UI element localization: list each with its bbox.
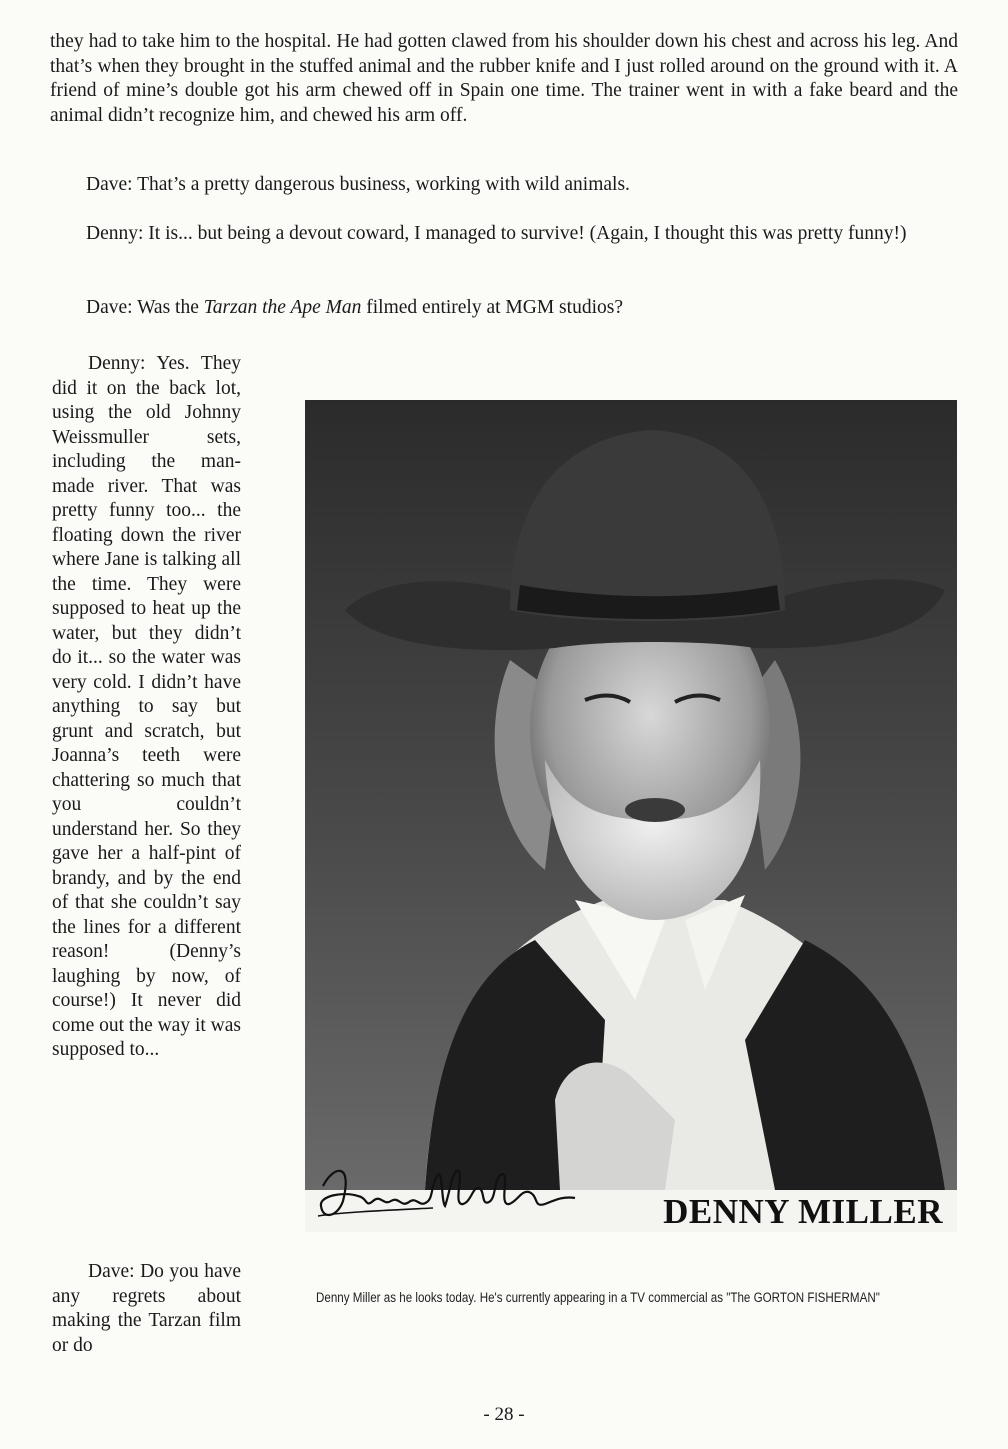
paragraph-denny-coward: Denny: It is... but being a devout coward, I managed to survive! (Again, I thought this was pretty funny!): [86, 223, 907, 244]
paragraph-hospital: they had to take him to the hospital. He had gotten clawed from his shoulder down his chest and across his leg. And that’s when they brought in the stuffed animal and the rubber knife and I just rolled around on the ground with it. A friend of mine’s double got his arm chewed off in Spain one time. The trainer went in with a fake beard and the animal didn’t recognize him, and chewed his arm off.: [50, 31, 958, 126]
column-dave-regrets: Dave: Do you have any regrets about making the Tarzan film or do: [52, 1261, 241, 1356]
paragraph-dave-mgm: [50, 296, 958, 321]
page-number: - 28 -: [483, 1404, 525, 1425]
photo-name-label: DENNY MILLER: [653, 1190, 947, 1232]
denny-miller-photo: [305, 400, 957, 1232]
question-text-start: Dave: Was the: [86, 297, 204, 318]
film-title: Tarzan the Ape Man: [203, 297, 362, 318]
autograph-signature: [313, 1146, 583, 1226]
portrait-image: [305, 400, 957, 1232]
paragraph-dave-dangerous: Dave: That’s a pretty dangerous business, working with wild animals.: [86, 174, 630, 195]
column-denny-answer: Denny: Yes. They did it on the back lot, using the old Johnny Weissmuller sets, including the man-made river. That was pretty funny too... the floating down the river where Jane is talking all the time. They were supposed to heat up the water, but they didn’t do it... so the water was very cold. I didn’t have anything to say but grunt and scratch, but Joanna’s teeth were chattering so much that you couldn’t understand her. So they gave her a half-pint of brandy, and by the end of that she couldn’t say the lines for a different reason! (Denny’s laughing by now, of course!) It never did come out the way it was supposed to...: [52, 353, 241, 1060]
question-text-end: filmed entirely at MGM studios?: [361, 297, 623, 318]
photo-caption: Denny Miller as he looks today. He's currently appearing in a TV commercial as "The GORTON FISHERMAN": [316, 1290, 880, 1305]
